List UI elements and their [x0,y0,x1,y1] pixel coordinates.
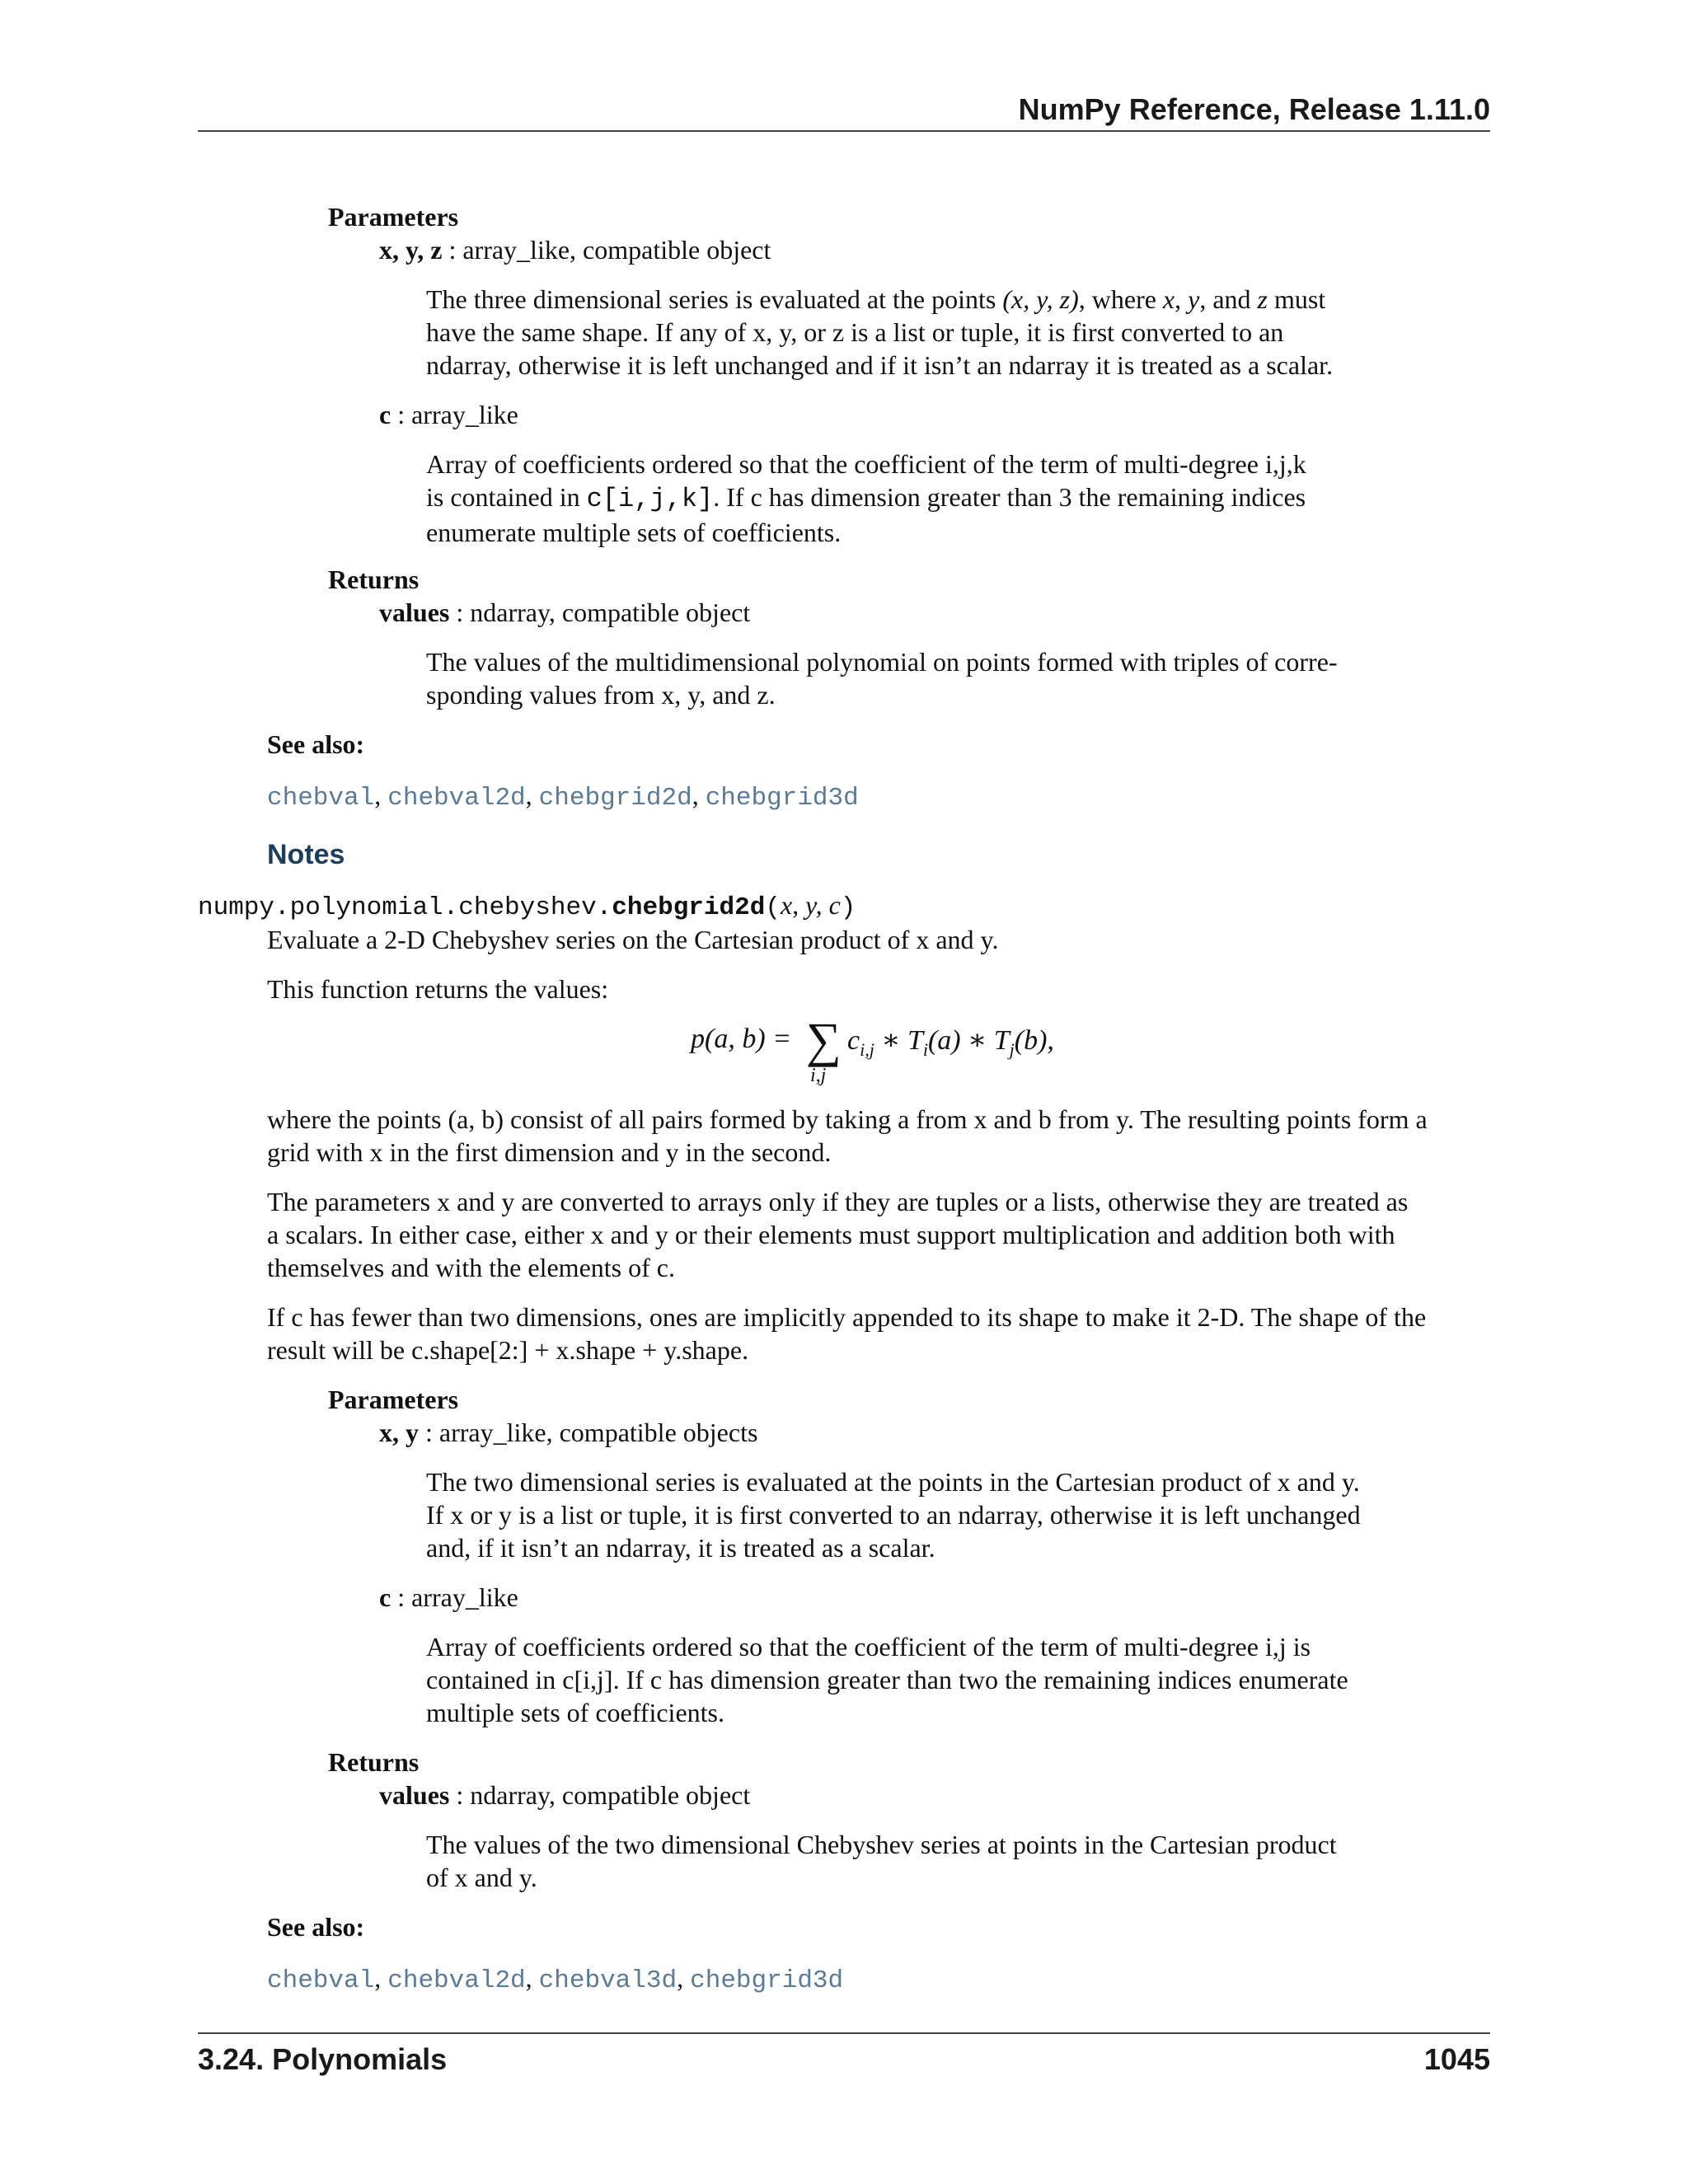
return-name: values [379,1780,450,1810]
link-chebgrid2d[interactable]: chebgrid2d [538,784,692,813]
para-points [267,1103,1490,1169]
func-returns-intro: This function returns the values: [267,974,609,1004]
desc-line: The three dimensional series is evaluated at the points (x, y, z), where x, y, and z must [426,284,1326,314]
desc-line: Array of coefficients ordered so that the coefficient of the term of multi-degree i,j,k [426,449,1306,479]
return-values-2 [379,1779,750,1811]
see-also-heading-2: See also: [267,1912,365,1942]
desc-line: The values of the multidimensional polynomial on points formed with triples of corre- [426,647,1338,677]
link-chebval[interactable]: chebval [267,784,375,813]
param-c-desc [426,448,1382,549]
para-line: If c has fewer than two dimensions, ones are implicitly appended to its shape to make it 2-D. The shape of the [267,1302,1427,1332]
param-type: : array_like [391,1582,518,1612]
param-name: x, y [379,1418,419,1447]
returns-heading: Returns [328,565,420,594]
see-also-links-2: chebval, chebval2d, chebval3d, chebgrid3d [267,1963,844,1995]
desc-line: If x or y is a list or tuple, it is first converted to an ndarray, otherwise it is left unchanged [426,1500,1361,1530]
sig-args: x, y, c [780,890,841,920]
footer-section: 3.24. Polynomials [198,2042,448,2076]
footer-rule [198,2032,1490,2034]
param-xyz-desc [426,283,1382,382]
header-rule [198,130,1490,132]
desc-line: The two dimensional series is evaluated at the points in the Cartesian product of x and y. [426,1467,1360,1497]
sum-symbol: ∑ [806,1013,842,1067]
parameters-heading: Parameters [328,202,459,232]
return-values [379,596,750,629]
para-line: grid with x in the first dimension and y in the second. [267,1137,832,1167]
desc-line: contained in c[i,j]. If c has dimension greater than two the remaining indices enumerate [426,1665,1348,1694]
param-xyz [379,233,771,266]
desc-line: ndarray, otherwise it is left unchanged and if it isn’t an ndarray it is treated as a scalar. [426,350,1334,380]
para-line: where the points (a, b) consist of all pairs formed by taking a from x and b from y. The resulting points form a [267,1104,1428,1134]
param-c-desc-2 [426,1630,1382,1729]
sig-module: numpy.polynomial.chebyshev. [198,893,612,922]
desc-line: is contained in c[i,j,k]. If c has dimension greater than 3 the remaining indices [426,482,1306,514]
para-line: a scalars. In either case, either x and y or their elements must support multiplication and addition both with [267,1220,1395,1249]
returns-heading-2: Returns [328,1747,420,1777]
para-shape [267,1301,1490,1366]
running-header: NumPy Reference, Release 1.11.0 [1018,92,1490,126]
return-desc [426,645,1382,711]
para-line: The parameters x and y are converted to arrays only if they are tuples or a lists, otherwise they are treated as [267,1187,1409,1216]
param-name: c [379,400,392,429]
link-chebgrid3d[interactable]: chebgrid3d [690,1966,844,1995]
func-summary: Evaluate a 2-D Chebyshev series on the Cartesian product of x and y. [267,925,999,954]
para-line: themselves and with the elements of c. [267,1253,675,1282]
link-chebgrid3d[interactable]: chebgrid3d [705,784,859,813]
link-chebval3d[interactable]: chebval3d [538,1966,678,1995]
param-xy-desc [426,1465,1382,1564]
param-c [379,398,518,431]
notes-heading: Notes [267,839,345,870]
desc-line: Array of coefficients ordered so that the coefficient of the term of multi-degree i,j is [426,1632,1311,1661]
function-signature: numpy.polynomial.chebyshev.chebgrid2d(x, y, c) [198,890,856,922]
sig-name: chebgrid2d [612,893,766,922]
param-type: : array_like, compatible object [442,235,771,265]
param-type: : array_like, compatible objects [419,1418,758,1447]
see-also-heading: See also: [267,729,365,759]
see-also-links: chebval, chebval2d, chebgrid2d, chebgrid3d [267,780,859,813]
param-type: : array_like [391,400,518,429]
desc-line: of x and y. [426,1863,537,1892]
para-line: result will be c.shape[2:] + x.shape + y.shape. [267,1335,749,1365]
desc-line: multiple sets of coefficients. [426,1698,724,1727]
param-c-2 [379,1581,518,1614]
desc-line: The values of the two dimensional Chebyshev series at points in the Cartesian product [426,1830,1337,1859]
parameters-heading-2: Parameters [328,1385,459,1414]
return-type: : ndarray, compatible object [449,1780,751,1810]
desc-line: have the same shape. If any of x, y, or z is a list or tuple, it is first converted to an [426,317,1284,347]
return-type: : ndarray, compatible object [449,598,751,627]
link-chebval[interactable]: chebval [267,1966,375,1995]
return-desc-2 [426,1828,1382,1894]
page-number: 1045 [1423,2042,1490,2076]
param-name: x, y, z [379,235,443,265]
link-chebval2d[interactable]: chebval2d [387,1966,526,1995]
param-xy [379,1416,757,1449]
para-conversion [267,1185,1490,1284]
return-name: values [379,598,450,627]
desc-line: enumerate multiple sets of coefficients. [426,518,842,547]
formula: p(a, b) = ∑ i,j $c_{i,j}$ ∗ $T_i(a)$ ∗ $T_j(b)$, [691,1013,1054,1086]
param-name: c [379,1582,392,1612]
inline-code: c[i,j,k] [586,484,714,514]
link-chebval2d[interactable]: chebval2d [387,784,526,813]
desc-line: and, if it isn’t an ndarray, it is treated as a scalar. [426,1533,935,1563]
desc-line: sponding values from x, y, and z. [426,680,776,710]
